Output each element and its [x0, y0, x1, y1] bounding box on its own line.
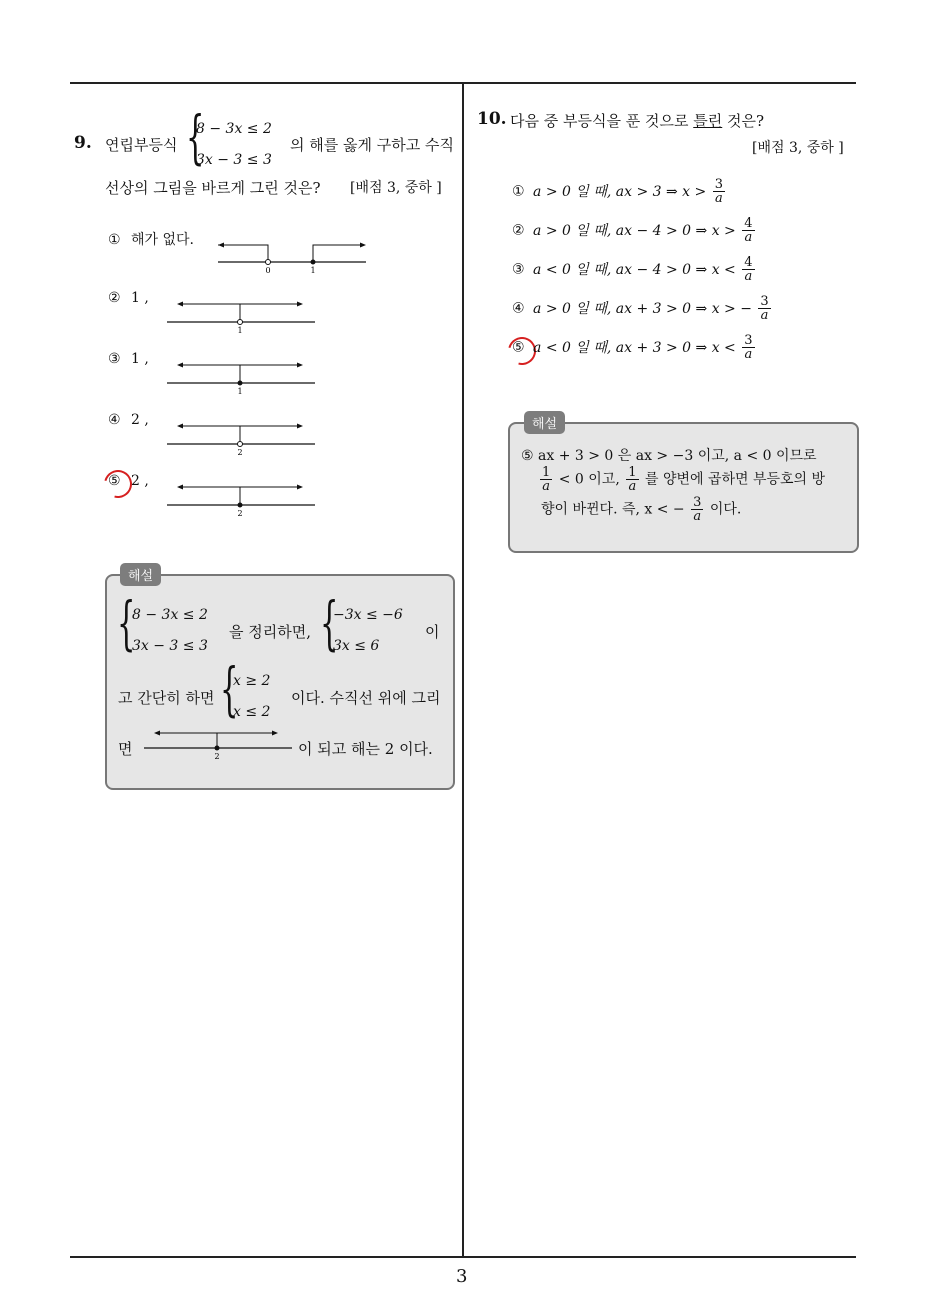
q9-choice-1-label: 해가 없다.	[131, 232, 195, 248]
q10-choice-1-frac	[713, 178, 725, 205]
q9-choice-3-numberline	[165, 357, 317, 399]
q10-sol-line2	[538, 466, 825, 493]
q9-sol-sys-c1: x ≥ 2	[233, 673, 271, 689]
q10-choice-3-den: a	[742, 269, 754, 283]
q9-choice-5-numberline	[165, 479, 317, 521]
q9-choice-2-tick-0: 1	[237, 326, 243, 335]
q9-choice-4-tick-0: 2	[237, 448, 243, 457]
q9-sol-text2: 이	[425, 623, 440, 641]
q10-sol-line3	[541, 496, 741, 523]
q10-choice-5-cond: a < 0 일 때, ax + 3 > 0 ⇒ x <	[533, 339, 736, 356]
q10-choice-4-num: 3	[760, 294, 769, 309]
q9-choice-3-mark: ③	[108, 351, 121, 367]
q10-choice-1-cond: a > 0 일 때, ax > 3 ⇒ x >	[533, 183, 707, 200]
q10-choice-4-den: a	[758, 308, 770, 322]
q9-choice-3-tick-0: 1	[237, 387, 243, 396]
q9-choice-1-tick-0: 0	[265, 266, 271, 275]
q10-sol-frac-1-den: a	[540, 479, 552, 493]
q10-choice-2-frac	[742, 217, 754, 244]
q10-sol-frac-3-num: 3	[693, 495, 702, 510]
q10-choice-3-cond: a < 0 일 때, ax − 4 > 0 ⇒ x <	[533, 261, 736, 278]
q10-solution-badge: 해설	[524, 411, 565, 434]
q10-choice-4-mark: ④	[512, 300, 525, 317]
q10-choice-3-mark: ③	[512, 261, 525, 278]
q9-prefix: 연립부등식	[105, 136, 178, 154]
q9-choice-1-tick-1: 1	[310, 266, 316, 275]
q9-sol-text6: 이 되고 해는 2 이다.	[298, 740, 433, 758]
q10-sol-frac-2-den: a	[626, 479, 638, 493]
q10-choice-4-cond: a > 0 일 때, ax + 3 > 0 ⇒ x > −	[533, 300, 752, 317]
q9-sol-brace-b: {	[320, 589, 339, 657]
q9-sol-sys-b1: −3x ≤ −6	[333, 607, 403, 623]
bottom-rule	[70, 1256, 856, 1258]
q9-choice-3[interactable]	[108, 351, 149, 367]
q10-score: [배점 3, 중하 ]	[752, 140, 844, 156]
q9-system-line2: 3x − 3 ≤ 3	[196, 152, 272, 168]
q10-choice-3[interactable]	[512, 256, 757, 283]
q10-choice-1-den: a	[713, 191, 725, 205]
q9-choice-2-mark: ②	[108, 290, 121, 306]
q10-sol-frac-1	[540, 466, 552, 493]
q10-choice-4[interactable]	[512, 295, 773, 322]
q10-sol-frac-3	[691, 496, 703, 523]
q9-solution-badge: 해설	[120, 563, 161, 586]
q9-choice-4-label: 2 ,	[131, 412, 149, 428]
q9-line2: 선상의 그림을 바르게 그린 것은?	[105, 179, 321, 197]
q9-choice-4[interactable]	[108, 412, 149, 428]
q10-choice-2-mark: ②	[512, 222, 525, 239]
q10-prompt-b: 것은?	[727, 112, 765, 130]
q9-sol-sys-a1: 8 − 3x ≤ 2	[132, 607, 208, 623]
q10-sol-line2b: 를 양변에 곱하면 부등호의 방	[644, 471, 826, 488]
q10-sol-line2a: < 0 이고,	[558, 471, 620, 488]
q10-choice-2-den: a	[742, 230, 754, 244]
q9-system-brace: {	[186, 103, 205, 171]
q9-sol-text4: 이다. 수직선 위에 그리	[291, 689, 441, 707]
q9-choice-5[interactable]	[108, 473, 149, 489]
column-divider	[462, 82, 464, 1257]
q9-sol-tick: 2	[214, 752, 220, 761]
q10-choice-4-frac	[758, 295, 770, 322]
q10-choice-1-mark: ①	[512, 183, 525, 200]
q9-choice-3-label: 1 ,	[131, 351, 149, 367]
q10-choice-5-den: a	[742, 347, 754, 361]
q9-choice-2-numberline	[165, 296, 317, 338]
q9-choice-5-label: 2 ,	[131, 473, 149, 489]
q10-choice-1-num: 3	[714, 177, 723, 192]
q9-system-line1: 8 − 3x ≤ 2	[196, 121, 272, 137]
q9-sol-numberline	[142, 726, 294, 766]
q10-choice-5-mark: ⑤	[512, 339, 525, 356]
q9-choice-5-mark: ⑤	[108, 473, 121, 489]
q9-score: [배점 3, 중하 ]	[350, 180, 442, 196]
q10-sol-frac-2-num: 1	[628, 465, 637, 480]
q10-prompt	[510, 110, 764, 131]
q10-choice-5-frac	[742, 334, 754, 361]
q10-prompt-a: 다음 중 부등식을 푼 것으로	[510, 112, 689, 130]
q9-sol-brace-c: {	[220, 655, 239, 723]
q9-choice-2-label: 1 ,	[131, 290, 149, 306]
q10-choice-3-num: 4	[744, 255, 753, 270]
q10-number: 10.	[477, 109, 507, 129]
q9-sol-text3: 고 간단히 하면	[118, 689, 215, 707]
q10-choice-1[interactable]	[512, 178, 727, 205]
q9-sol-brace-a: {	[117, 589, 136, 657]
q10-choice-3-frac	[742, 256, 754, 283]
q9-choice-2[interactable]	[108, 290, 149, 306]
q10-sol-frac-3-den: a	[691, 509, 703, 523]
q10-choice-2-cond: a > 0 일 때, ax − 4 > 0 ⇒ x >	[533, 222, 736, 239]
q9-number: 9.	[74, 133, 92, 153]
q9-choice-4-numberline	[165, 418, 317, 460]
q10-choice-2-num: 4	[744, 216, 753, 231]
q9-choice-1-mark: ①	[108, 232, 121, 248]
q9-sol-text5: 면	[118, 740, 133, 758]
q10-choice-5[interactable]	[512, 334, 757, 361]
q10-sol-line3b: 이다.	[709, 501, 742, 518]
q9-sol-sys-b2: 3x ≤ 6	[333, 638, 380, 654]
q10-choice-2[interactable]	[512, 217, 757, 244]
q10-choice-5-num: 3	[744, 333, 753, 348]
q10-sol-frac-1-num: 1	[542, 465, 551, 480]
q9-choice-4-mark: ④	[108, 412, 121, 428]
q10-sol-line3a: 향이 바뀐다. 즉, x < −	[541, 501, 685, 518]
q10-sol-line1: ⑤ ax + 3 > 0 은 ax > −3 이고, a < 0 이므로	[521, 448, 817, 464]
page-number: 3	[456, 1266, 468, 1287]
q9-sol-sys-a2: 3x − 3 ≤ 3	[132, 638, 208, 654]
q10-prompt-underlined: 틀린	[693, 112, 723, 130]
q9-suffix: 의 해를 옳게 구하고 수직	[290, 136, 454, 154]
q9-choice-1[interactable]	[108, 229, 194, 249]
q9-choice-1-numberline	[212, 236, 372, 278]
q9-sol-text1: 을 정리하면,	[229, 623, 311, 641]
q9-sol-sys-c2: x ≤ 2	[233, 704, 271, 720]
q9-choice-5-tick-0: 2	[237, 509, 243, 518]
q10-sol-frac-2	[626, 466, 638, 493]
